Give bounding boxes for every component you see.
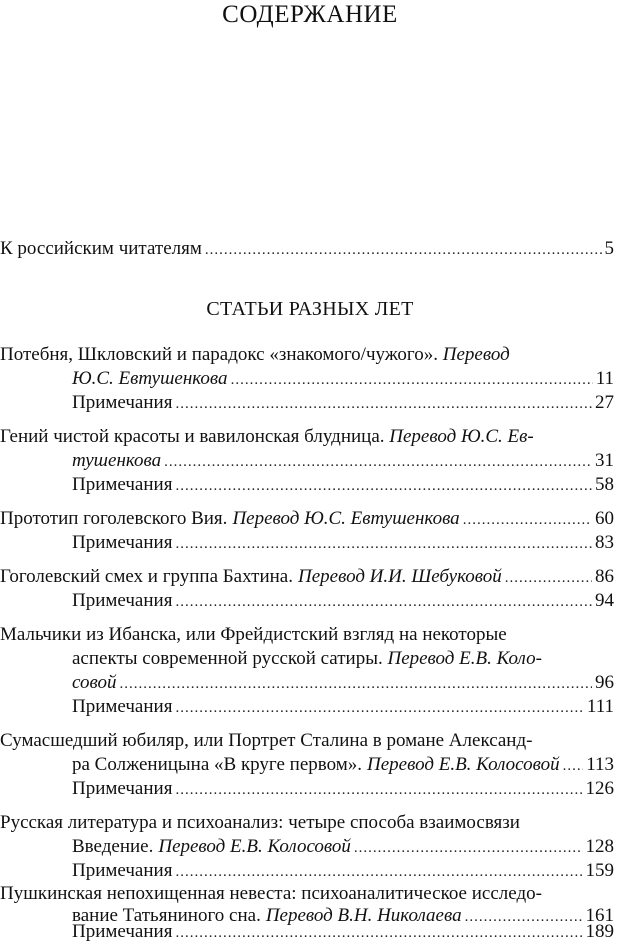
toc-entry-translator: тушенкова bbox=[72, 450, 162, 471]
toc-page-number: 126 bbox=[585, 778, 614, 799]
toc-notes-line[interactable] bbox=[72, 920, 614, 945]
toc-entry-line[interactable] bbox=[0, 425, 614, 449]
dot-leader bbox=[175, 921, 582, 945]
dot-leader bbox=[175, 590, 592, 614]
toc-entry-translator: Перевод В.Н. Николаева bbox=[265, 905, 462, 926]
toc-notes-line[interactable] bbox=[72, 473, 614, 498]
toc-notes-line[interactable] bbox=[72, 777, 614, 802]
toc-entry-line[interactable] bbox=[72, 367, 614, 392]
toc-entry-title: Сумасшедший юбиляр, или Портрет Сталина в романе Александ- bbox=[0, 730, 533, 751]
dot-leader bbox=[463, 508, 592, 532]
dot-leader bbox=[231, 368, 593, 392]
toc-notes-label: Примечания bbox=[72, 392, 173, 413]
toc-notes-line[interactable] bbox=[72, 695, 614, 720]
toc-page-number: 5 bbox=[604, 238, 614, 259]
toc-page-number: 159 bbox=[585, 860, 614, 881]
toc-entry-title: ра Солженицына «В круге первом». bbox=[72, 754, 363, 775]
toc-entry-line[interactable] bbox=[72, 835, 614, 860]
toc-entry-title: Русская литература и психоанализ: четыре способа взаимосвязи bbox=[0, 812, 520, 833]
toc-entry-title: Гений чистой красоты и вавилонская блудница. bbox=[0, 426, 385, 447]
dot-leader bbox=[119, 672, 592, 696]
section-title: СТАТЬИ РАЗНЫХ ЛЕТ bbox=[206, 298, 414, 320]
dot-leader bbox=[175, 532, 592, 556]
toc-notes-label: Примечания bbox=[72, 860, 173, 881]
toc-page-number: 96 bbox=[595, 672, 614, 693]
toc-entry-line[interactable] bbox=[72, 449, 614, 474]
toc-page-number: 111 bbox=[586, 696, 614, 717]
toc-notes-line[interactable] bbox=[72, 531, 614, 556]
toc-entry-title: Мальчики из Ибанска, или Фрейдистский взгляд на некоторые bbox=[0, 624, 507, 645]
toc-notes-line[interactable] bbox=[72, 391, 614, 416]
toc-notes-label: Примечания bbox=[72, 532, 173, 553]
toc-entry-intro[interactable] bbox=[0, 237, 614, 262]
toc-page-number: 83 bbox=[595, 532, 614, 553]
dot-leader bbox=[205, 238, 602, 262]
toc-notes-line[interactable] bbox=[72, 859, 614, 884]
toc-entry-translator: Ю.С. Евтушенкова bbox=[72, 368, 228, 389]
dot-leader bbox=[175, 860, 582, 884]
toc-entry-title: аспекты современной русской сатиры. bbox=[72, 648, 383, 669]
toc-entry-line[interactable] bbox=[72, 671, 614, 696]
toc-page-number: 11 bbox=[595, 368, 614, 389]
dot-leader bbox=[175, 392, 592, 416]
toc-entry-translator: Перевод Е.В. Коло- bbox=[387, 648, 542, 669]
toc-page-number: 27 bbox=[595, 392, 614, 413]
toc-page-number: 189 bbox=[585, 921, 614, 942]
dot-leader bbox=[175, 778, 582, 802]
toc-entry-title: Введение. bbox=[72, 836, 154, 857]
toc-entry-translator: совой bbox=[72, 672, 117, 693]
toc-entry-line[interactable] bbox=[72, 753, 614, 778]
toc-notes-label: Примечания bbox=[72, 921, 173, 942]
page-title: СОДЕРЖАНИЕ bbox=[222, 1, 398, 28]
toc-entry-translator: Перевод И.И. Шебуковой bbox=[297, 566, 502, 587]
toc-entry-line[interactable] bbox=[0, 565, 614, 590]
toc-entry-line[interactable] bbox=[0, 507, 614, 532]
toc-page-number: 58 bbox=[595, 474, 614, 495]
toc-notes-label: Примечания bbox=[72, 590, 173, 611]
toc-entry-translator: Перевод Ю.С. Ев- bbox=[389, 426, 534, 447]
toc-entry-line[interactable] bbox=[72, 647, 614, 671]
toc-entry-line[interactable] bbox=[0, 729, 614, 753]
toc-page-number: 94 bbox=[595, 590, 614, 611]
toc-entry-line[interactable] bbox=[0, 882, 614, 906]
toc-page-number: 161 bbox=[585, 905, 614, 926]
toc-entry-translator: Перевод Е.В. Колосовой bbox=[367, 754, 560, 775]
toc-entry-line[interactable] bbox=[0, 343, 614, 367]
toc-page-number: 60 bbox=[595, 508, 614, 529]
dot-leader bbox=[164, 450, 592, 474]
dot-leader bbox=[175, 696, 583, 720]
toc-notes-line[interactable] bbox=[72, 589, 614, 614]
toc-entry-title: вание Татьяниного сна. bbox=[72, 905, 261, 926]
toc-entry-line[interactable] bbox=[0, 811, 614, 835]
toc-notes-label: Примечания bbox=[72, 778, 173, 799]
toc-entry-line[interactable] bbox=[0, 623, 614, 647]
toc-entry-translator: Перевод bbox=[442, 344, 510, 365]
dot-leader bbox=[563, 754, 584, 778]
dot-leader bbox=[354, 836, 583, 860]
toc-entry-title: Пушкинская непохищенная невеста: психоаналитическое исследо- bbox=[0, 883, 542, 904]
toc-entry-translator: Перевод Е.В. Колосовой bbox=[158, 836, 351, 857]
toc-notes-label: Примечания bbox=[72, 474, 173, 495]
toc-entry-title: К российским читателям bbox=[0, 238, 202, 259]
toc-entry-title: Потебня, Шкловский и парадокс «знакомого/чужого». bbox=[0, 344, 438, 365]
toc-page-number: 128 bbox=[585, 836, 614, 857]
toc-entry-title: Гоголевский смех и группа Бахтина. bbox=[0, 566, 293, 587]
toc-entry-translator: Перевод Ю.С. Евтушенкова bbox=[232, 508, 460, 529]
toc-page-number: 113 bbox=[586, 754, 614, 775]
dot-leader bbox=[175, 474, 592, 498]
toc-page-number: 31 bbox=[595, 450, 614, 471]
dot-leader bbox=[505, 566, 592, 590]
toc-entry-title: Прототип гоголевского Вия. bbox=[0, 508, 228, 529]
toc-page-number: 86 bbox=[595, 566, 614, 587]
toc-notes-label: Примечания bbox=[72, 696, 173, 717]
